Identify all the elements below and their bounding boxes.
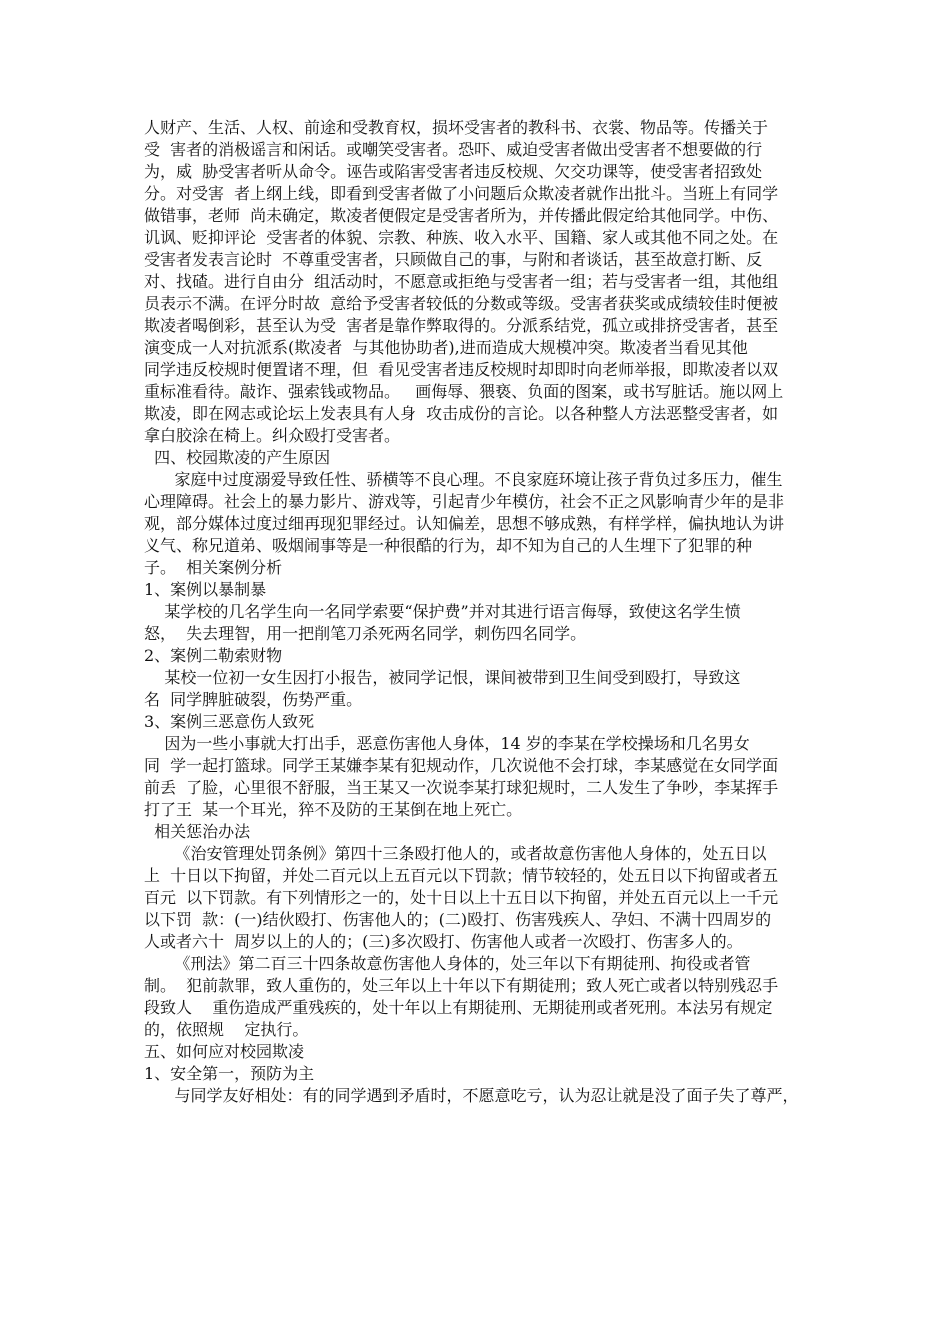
body-line: 子。 相关案例分析: [144, 558, 283, 577]
body-line: 因为一些小事就大打出手，恶意伤害他人身体，14 岁的李某在学校操场和几名男女: [144, 734, 750, 753]
body-line: 以下罚 款：(一)结伙殴打、伤害他人的；(二)殴打、伤害残疾人、孕妇、不满十四周岁的: [144, 910, 772, 929]
body-line: 为，威 胁受害者听从命令。诬告或陷害受害者违反校规、欠交功课等，使受害者招致处: [144, 162, 763, 181]
body-line: 重标准看待。敲诈、强索钱或物品。 画侮辱、猥亵、负面的图案，或书写脏话。施以网上: [144, 382, 784, 401]
body-line: 心理障碍。社会上的暴力影片、游戏等，引起青少年模仿，社会不正之风影响青少年的是非: [144, 492, 785, 511]
body-line: 义气、称兄道弟、吸烟闹事等是一种很酷的行为，却不知为自己的人生埋下了犯罪的种: [144, 536, 753, 555]
body-line: 对、找碴。进行自由分 组活动时，不愿意或拒绝与受害者一组；若与受害者一组，其他组: [144, 272, 779, 291]
body-line: 某校一位初一女生因打小报告，被同学记恨，课间被带到卫生间受到殴打，导致这: [144, 668, 741, 687]
body-line: 打了王 某一个耳光，猝不及防的王某倒在地上死亡。: [144, 800, 523, 819]
body-line: 员表示不满。在评分时故 意给予受害者较低的分数或等级。受害者获奖或成绩较佳时便被: [144, 294, 779, 313]
body-line: 的，依照规 定执行。: [144, 1020, 309, 1039]
body-line: 人或者六十 周岁以上的人的；(三)多次殴打、伤害他人或者一次殴打、伤害多人的。: [144, 932, 743, 951]
section-heading-causes: 四、校园欺凌的产生原因: [144, 448, 331, 467]
case-heading-2: 2、案例二勒索财物: [144, 646, 283, 665]
body-line: 同学违反校规时便置诸不理，但 看见受害者违反校规时却即时向老师举报，即欺凌者以双: [144, 360, 779, 379]
case-heading-1: 1、案例以暴制暴: [144, 580, 267, 599]
body-line: 欺凌，即在网志或论坛上发表具有人身 攻击成份的言论。以各种整人方法恶整受害者，如: [144, 404, 779, 423]
body-line: 人财产、生活、人权、前途和受教育权，损坏受害者的教科书、衣裳、物品等。传播关于: [144, 118, 769, 137]
body-line: 拿白胶涂在椅上。纠众殴打受害者。: [144, 426, 401, 445]
body-line: 观，部分媒体过度过细再现犯罪经过。认知偏差，思想不够成熟，有样学样，偏执地认为讲: [144, 514, 785, 533]
body-line: 分。对受害 者上纲上线，即看到受害者做了小问题后众欺凌者就作出批斗。当班上有同学: [144, 184, 779, 203]
section-heading-response: 五、如何应对校园欺凌: [144, 1042, 305, 1061]
body-line: 段致人 重伤造成严重残疾的，处十年以上有期徒刑、无期徒刑或者死刑。本法另有规定: [144, 998, 773, 1017]
body-line: 上 十日以下拘留，并处二百元以上五百元以下罚款；情节较轻的，处五日以下拘留或者五: [144, 866, 779, 885]
body-line: 同 学一起打篮球。同学王某嫌李某有犯规动作，几次说他不会打球，李某感觉在女同学面: [144, 756, 779, 775]
case-heading-3: 3、案例三恶意伤人致死: [144, 712, 315, 731]
body-line: 怒， 失去理智，用一把削笔刀杀死两名同学，刺伤四名同学。: [144, 624, 587, 643]
subsection-heading-safety: 1、安全第一，预防为主: [144, 1064, 315, 1083]
body-line: 制。 犯前款罪，致人重伤的，处三年以上十年以下有期徒刑；致人死亡或者以特别残忍手: [144, 976, 779, 995]
body-line: 与同学友好相处：有的同学遇到矛盾时，不愿意吃亏，认为忍让就是没了面子失了尊严，: [144, 1086, 799, 1105]
body-line: 家庭中过度溺爱导致任性、骄横等不良心理。不良家庭环境让孩子背负过多压力，催生: [144, 470, 783, 489]
body-line: 《刑法》第二百三十四条故意伤害他人身体的，处三年以下有期徒刑、拘役或者管: [144, 954, 751, 973]
body-line: 百元 以下罚款。有下列情形之一的，处十日以上十五日以下拘留，并处五百元以上一千元: [144, 888, 779, 907]
body-line: 讥讽、贬抑评论 受害者的体貌、宗教、种族、收入水平、国籍、家人或其他不同之处。在: [144, 228, 779, 247]
body-line: 《治安管理处罚条例》第四十三条殴打他人的，或者故意伤害他人身体的，处五日以: [144, 844, 767, 863]
body-line: 受害者发表言论时 不尊重受害者，只顾做自己的事，与附和者谈话，甚至故意打断、反: [144, 250, 763, 269]
body-line: 做错事，老师 尚未确定，欺凌者便假定是受害者所为，并传播此假定给其他同学。中伤、: [144, 206, 779, 225]
body-line: 演变成一人对抗派系(欺凌者 与其他协助者),进而造成大规模冲突。欺凌者当看见其他: [144, 338, 748, 357]
body-line: 名 同学脾脏破裂，伤势严重。: [144, 690, 363, 709]
section-heading-punishment: 相关惩治办法: [144, 822, 251, 841]
body-line: 前丢 了脸，心里很不舒服，当王某又一次说李某打球犯规时，二人发生了争吵，李某挥手: [144, 778, 779, 797]
document-page: [144, 117, 816, 1107]
body-line: 欺凌者喝倒彩，甚至认为受 害者是靠作弊取得的。分派系结党，孤立或排挤受害者，甚至: [144, 316, 779, 335]
body-line: 某学校的几名学生向一名同学索要“保护费”并对其进行语言侮辱，致使这名学生愤: [144, 602, 741, 621]
body-line: 受 害者的消极谣言和闲话。或嘲笑受害者。恐吓、威迫受害者做出受害者不想要做的行: [144, 140, 763, 159]
